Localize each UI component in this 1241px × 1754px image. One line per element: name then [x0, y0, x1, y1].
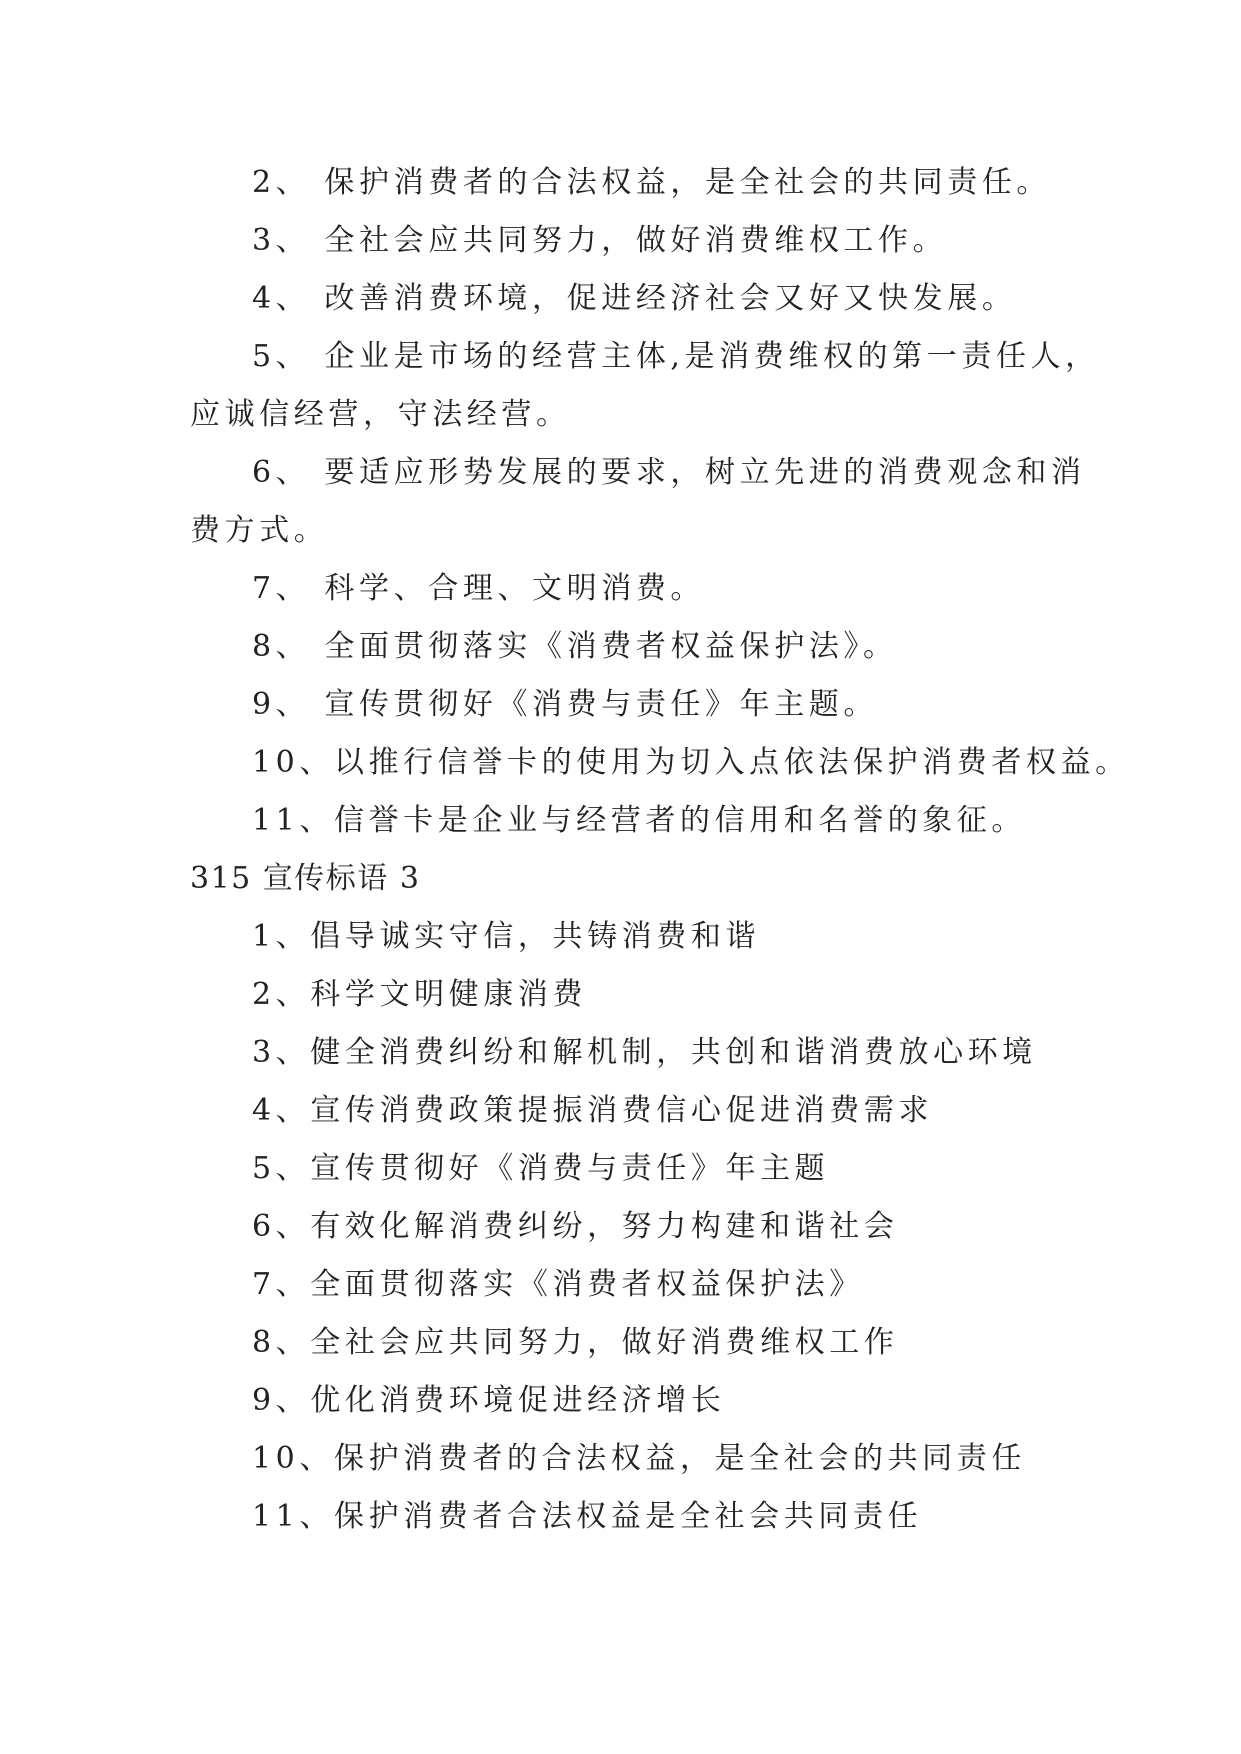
list-item-continuation: 应诚信经营，守法经营。 — [190, 397, 571, 432]
list-item: 1、倡导诚实守信，共铸消费和谐 — [252, 919, 761, 954]
list-item: 11、保护消费者合法权益是全社会共同责任 — [252, 1499, 923, 1534]
list-item: 8、 全面贯彻落实《消费者权益保护法》。 — [252, 629, 898, 664]
list-item: 2、 保护消费者的合法权益，是全社会的共同责任。 — [252, 165, 1052, 200]
list-item: 6、有效化解消费纠纷，努力构建和谐社会 — [252, 1209, 899, 1244]
list-item: 11、信誉卡是企业与经营者的信用和名誉的象征。 — [252, 803, 1026, 838]
list-item: 10、保护消费者的合法权益，是全社会的共同责任 — [252, 1441, 1026, 1476]
list-item: 7、全面贯彻落实《消费者权益保护法》 — [252, 1267, 864, 1302]
section-heading: 315 宣传标语 3 — [190, 861, 421, 896]
list-item: 10、以推行信誉卡的使用为切入点依法保护消费者权益。 — [252, 745, 1130, 780]
list-item: 3、 全社会应共同努力，做好消费维权工作。 — [252, 223, 948, 258]
list-item: 9、 宣传贯彻好《消费与责任》年主题。 — [252, 687, 879, 722]
list-item-continuation: 费方式。 — [190, 513, 329, 548]
list-item: 9、优化消费环境促进经济增长 — [252, 1383, 726, 1418]
list-item: 5、 企业是市场的经营主体,是消费维权的第一责任人， — [252, 339, 1100, 374]
list-item: 7、 科学、合理、文明消费。 — [252, 571, 706, 606]
list-item: 5、宣传贯彻好《消费与责任》年主题 — [252, 1151, 830, 1186]
list-item: 6、 要适应形势发展的要求，树立先进的消费观念和消 — [252, 455, 1086, 490]
list-item: 4、宣传消费政策提振消费信心促进消费需求 — [252, 1093, 934, 1128]
list-item: 2、科学文明健康消费 — [252, 977, 588, 1012]
list-item: 3、健全消费纠纷和解机制，共创和谐消费放心环境 — [252, 1035, 1037, 1070]
list-item: 4、 改善消费环境，促进经济社会又好又快发展。 — [252, 281, 1017, 316]
list-item: 8、全社会应共同努力，做好消费维权工作 — [252, 1325, 899, 1360]
